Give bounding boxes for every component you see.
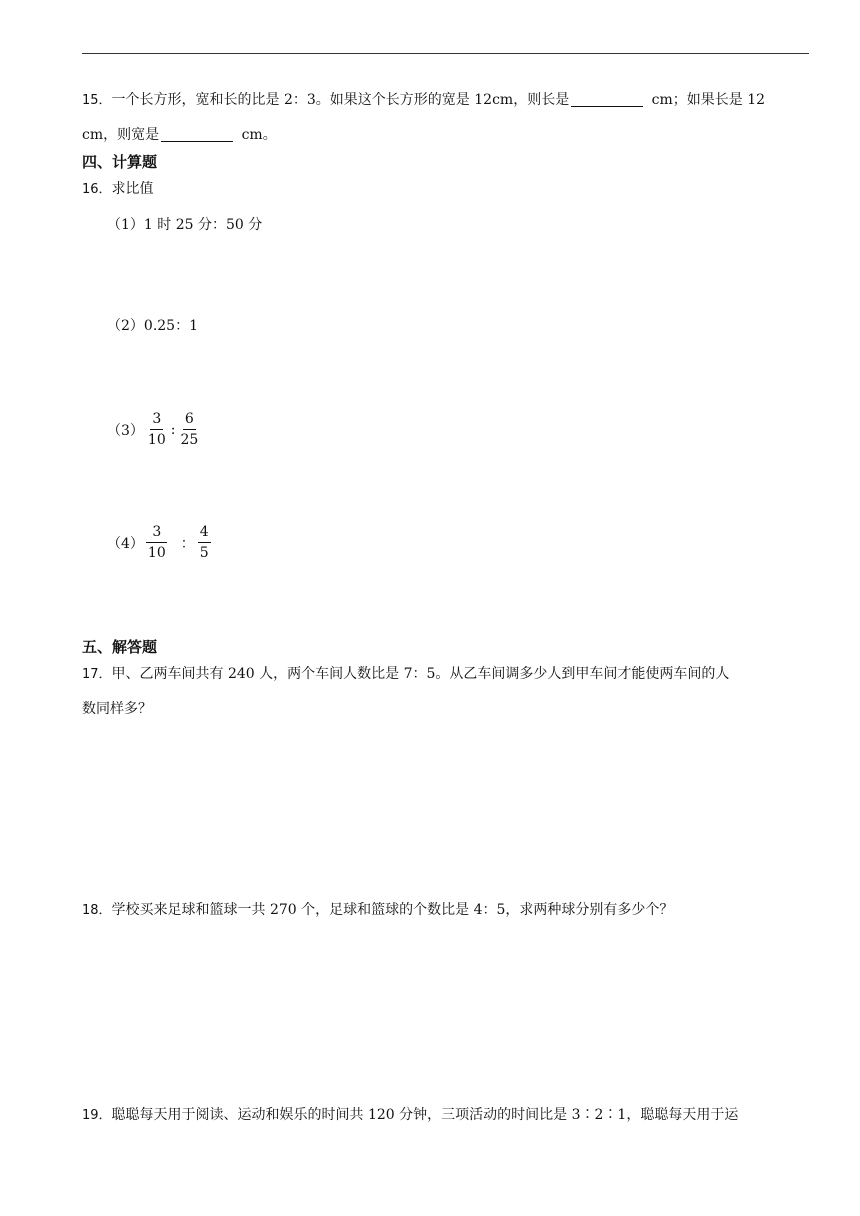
numerator: 4 (198, 522, 211, 543)
question-15-text-d: cm。 (237, 127, 277, 143)
question-19 (82, 1098, 809, 1133)
part-label: （3） (107, 422, 144, 439)
question-16-part-3 (107, 409, 202, 450)
section-heading-word-problems: 五、解答题 (82, 638, 158, 656)
denominator: 5 (199, 545, 209, 561)
question-18 (82, 893, 809, 928)
fraction-1 (146, 409, 168, 450)
denominator: 10 (147, 545, 166, 561)
fraction-1 (146, 522, 168, 563)
ratio-colon: ： (180, 535, 195, 552)
question-15-line-2 (82, 118, 809, 152)
question-17-line-2: 数同样多？ (82, 701, 152, 717)
question-17-text: 甲、乙两车间共有 240 人，两个车间人数比是 7：5。从乙车间调多少人到甲车间才能使两车间的人 (111, 666, 730, 682)
question-number: 18． (82, 903, 112, 918)
denominator: 25 (180, 432, 199, 448)
answer-blank-length[interactable] (571, 92, 643, 107)
fraction-2 (198, 522, 211, 563)
question-number: 15． (82, 93, 112, 108)
header-rule (82, 53, 809, 54)
question-15-text-a: 一个长方形，宽和长的比是 2：3。如果这个长方形的宽是 12cm，则长是 (111, 92, 570, 108)
question-number: 17． (82, 667, 112, 682)
question-15-text-b: cm；如果长是 12 (647, 92, 766, 108)
numerator: 3 (146, 522, 167, 543)
question-15-line-1 (82, 83, 809, 118)
ratio-colon: : (170, 421, 176, 438)
question-16-part-4 (107, 522, 213, 563)
question-17-line-1 (82, 657, 809, 692)
question-16-part-2: （2）0.25：1 (107, 318, 198, 334)
section-heading-calculation: 四、计算题 (82, 153, 158, 171)
question-15-text-c: cm，则宽是 (82, 127, 160, 143)
numerator: 3 (150, 409, 163, 430)
question-16-title: 求比值 (111, 181, 154, 197)
question-16 (82, 172, 809, 207)
question-19-text: 聪聪每天用于阅读、运动和娱乐的时间共 120 分钟，三项活动的时间比是 3∶2∶1，聪聪每天用于运 (111, 1107, 739, 1123)
numerator: 6 (183, 409, 196, 430)
part-label: （4） (107, 535, 144, 552)
question-number: 16． (82, 182, 112, 197)
question-18-text: 学校买来足球和篮球一共 270 个，足球和篮球的个数比是 4：5，求两种球分别有多少个？ (111, 902, 674, 918)
answer-blank-width[interactable] (161, 127, 233, 142)
question-17 (82, 657, 809, 726)
question-15 (82, 83, 809, 152)
fraction-2 (178, 409, 200, 450)
question-number: 19． (82, 1108, 112, 1123)
question-16-part-1: （1）1 时 25 分：50 分 (107, 217, 263, 233)
denominator: 10 (147, 432, 166, 448)
